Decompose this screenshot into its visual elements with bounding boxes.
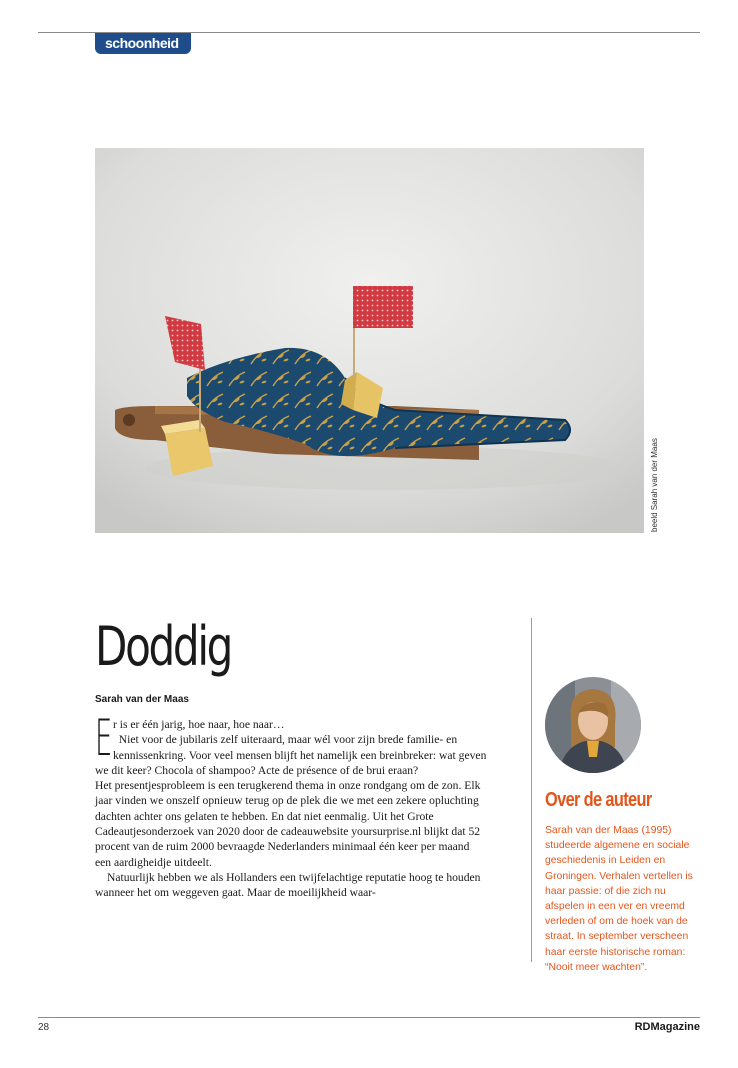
photo-credit: beeld Sarah van der Maas <box>650 438 659 532</box>
paragraph-1 <box>95 709 487 778</box>
section-tab: schoonheid <box>95 33 191 54</box>
paragraph-3: Natuurlijk hebben we als Hollanders een twijfelachtige reputatie hoog te houden wanneer het om weggeven gaat. Maar de moeilijkheid waar- <box>95 870 481 900</box>
about-author-title: Over de auteur <box>545 789 652 811</box>
article-photo <box>95 148 644 533</box>
paragraph-1-first: r is er één jarig, hoe naar, hoe naar… <box>113 718 285 731</box>
dropcap: E <box>95 709 113 767</box>
column-divider <box>531 618 532 962</box>
bottom-rule <box>38 1017 700 1018</box>
paragraph-2: Het presentjesprobleem is een terugkerend thema in onze rondgang om de zon. Elk jaar vinden we onszelf opnieuw terug op de plek die we met een zekere opluchting dachten achter ons gelaten te hebben. En dat niet eenmalig. Uit het Grote Cadeautjesonderzoek van 2020 door de cadeauwebsite yoursurprise.nl blijkt dat 52 procent van de ruim 2000 bevraagde Nederlanders minimaal één keer per maand een aardigheidje uitdeelt. <box>95 779 481 869</box>
about-author-bio: Sarah van der Maas (1995) studeerde algemene en sociale geschiedenis in Leiden en Groningen. Verhalen vertellen is haar passie: of die zich nu afspelen in een ver en vreemd verleden of om de hoek van de straat. In september verscheen haar eerste historische roman: “Nooit meer wachten”. <box>545 825 693 973</box>
article-author: Sarah van der Maas <box>95 694 189 705</box>
author-avatar <box>545 677 641 773</box>
page-number: 28 <box>38 1022 50 1033</box>
article-title: Doddig <box>95 615 232 678</box>
paragraph-1-rest: Niet voor de jubilaris zelf uiteraard, maar wél voor zijn brede familie- en kennissenkring. Voor veel mensen blijft het namelijk een breinbreker: wat geven we dit keer? Chocola of shampoo? Acte de présence of de brui eraan? <box>95 733 487 777</box>
magazine-name: RDMagazine <box>634 1021 700 1033</box>
article-body <box>95 709 487 901</box>
